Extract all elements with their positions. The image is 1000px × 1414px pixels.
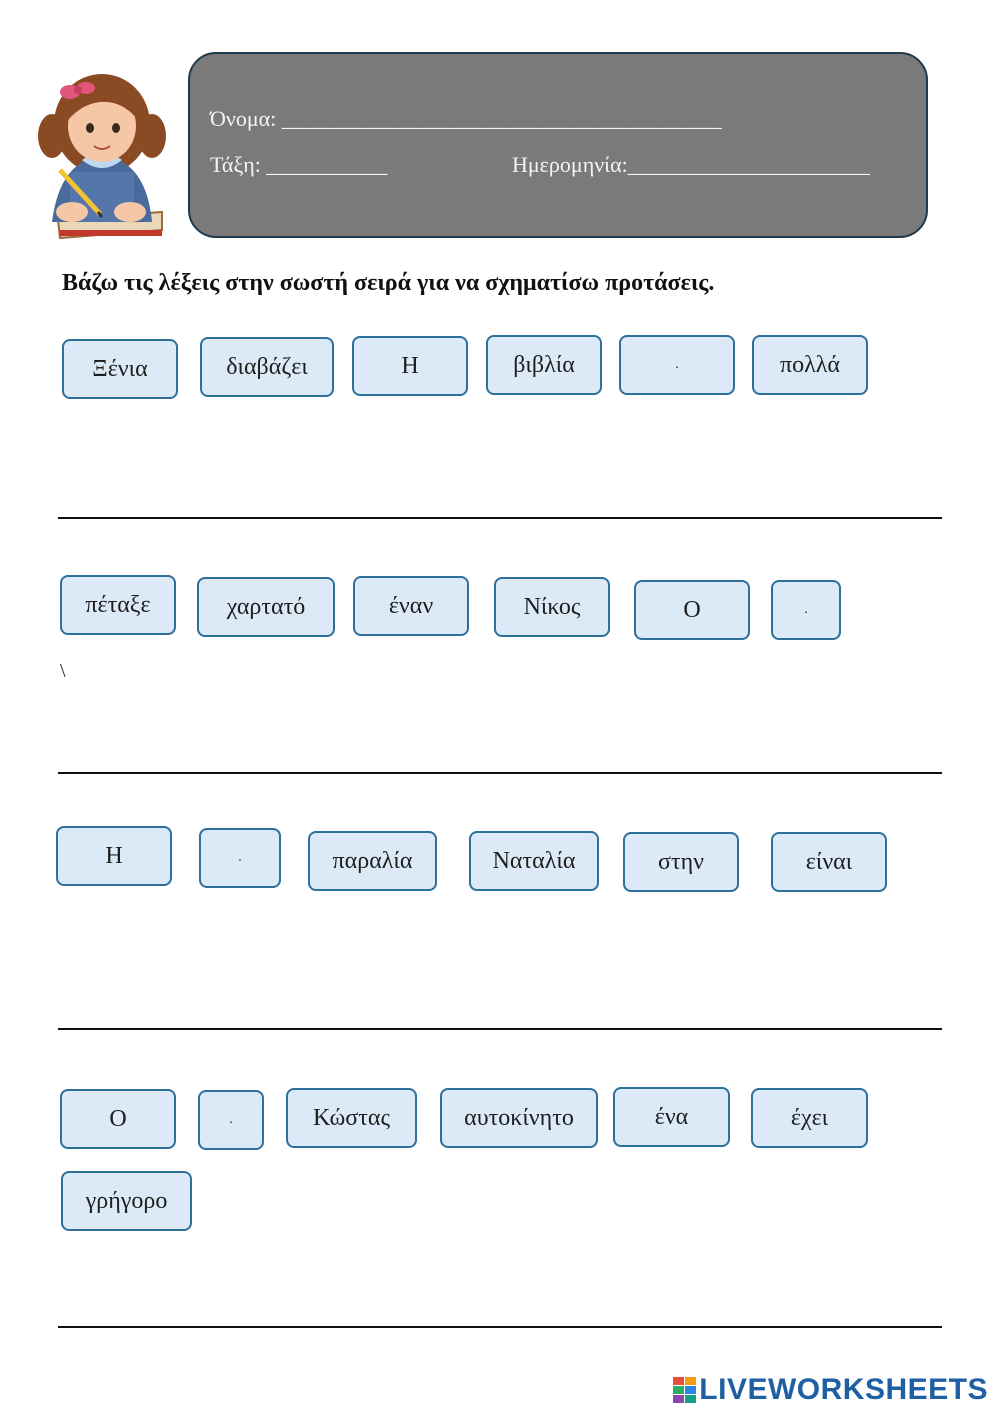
punctuation-chip[interactable]: .	[199, 828, 281, 888]
brand-name: LIVEWORKSHEETS	[699, 1373, 988, 1406]
student-info-box	[188, 52, 928, 238]
liveworksheets-logo-icon	[673, 1377, 697, 1403]
girl-writing-illustration	[30, 62, 170, 240]
word-chip[interactable]: Κώστας	[286, 1088, 417, 1148]
word-chip[interactable]: παραλία	[308, 831, 437, 891]
instruction-text: Βάζω τις λέξεις στην σωστή σειρά για να σχηματίσω προτάσεις.	[62, 270, 715, 296]
word-chip[interactable]: πέταξε	[60, 575, 176, 635]
word-chip[interactable]: Ο	[634, 580, 750, 640]
word-chip[interactable]: γρήγορο	[61, 1171, 192, 1231]
word-chip[interactable]: Ναταλία	[469, 831, 599, 891]
word-chip[interactable]: Ξένια	[62, 339, 178, 399]
answer-line[interactable]	[58, 1326, 942, 1328]
punctuation-chip[interactable]: .	[619, 335, 735, 395]
word-chip[interactable]: χαρτατό	[197, 577, 335, 637]
word-chip[interactable]: πολλά	[752, 335, 868, 395]
answer-line[interactable]	[58, 772, 942, 774]
word-chip[interactable]: έχει	[751, 1088, 868, 1148]
word-chip[interactable]: έναν	[353, 576, 469, 636]
punctuation-chip[interactable]: .	[198, 1090, 264, 1150]
word-chip[interactable]: ένα	[613, 1087, 730, 1147]
word-chip[interactable]: Νίκος	[494, 577, 610, 637]
word-chip[interactable]: είναι	[771, 832, 887, 892]
class-field-label: Τάξη: ___________	[210, 152, 388, 177]
word-chip[interactable]: βιβλία	[486, 335, 602, 395]
name-field-label: Όνομα: ________________________________________	[210, 106, 722, 131]
word-chip[interactable]: διαβάζει	[200, 337, 334, 397]
date-field-label: Ημερομηνία:______________________	[512, 152, 870, 177]
word-chip[interactable]: Η	[352, 336, 468, 396]
word-chip[interactable]: Ο	[60, 1089, 176, 1149]
answer-line[interactable]	[58, 517, 942, 519]
word-chip[interactable]: στην	[623, 832, 739, 892]
answer-line[interactable]	[58, 1028, 942, 1030]
stray-mark: \	[60, 660, 66, 682]
word-chip[interactable]: Η	[56, 826, 172, 886]
punctuation-chip[interactable]: .	[771, 580, 841, 640]
liveworksheets-logo	[673, 1372, 988, 1408]
word-chip[interactable]: αυτοκίνητο	[440, 1088, 598, 1148]
